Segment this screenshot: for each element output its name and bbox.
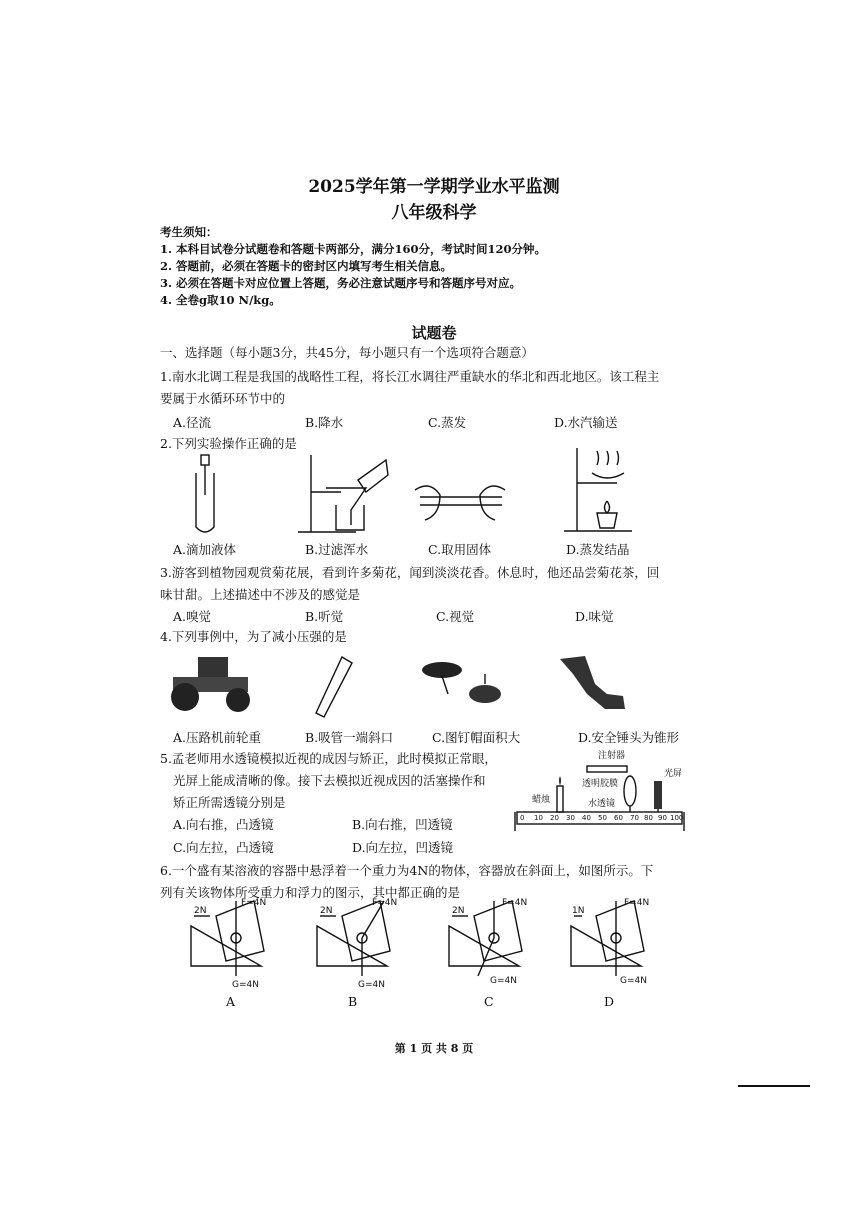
thumbtack-figure: [420, 656, 505, 716]
q4-option-d: D.安全锤头为锥形: [578, 730, 680, 745]
ruler-tick: 10: [534, 814, 543, 822]
notice-item: 2. 答题前，必须在答题卡的密封区内填写考生相关信息。: [160, 259, 453, 273]
q3-stem: 3.游客到植物园观赏菊花展，看到许多菊花，闻到淡淡花香。休息时，他还品尝菊花茶，回: [160, 565, 660, 580]
road-roller-figure: [163, 652, 258, 714]
q5-option-b: B.向右推，凹透镜: [352, 817, 453, 832]
q4-stem: 4.下列事例中，为了减小压强的是: [160, 629, 347, 644]
gravity-label: G=4N: [232, 980, 259, 990]
q3-option-b: B.听觉: [305, 609, 344, 624]
q1-option-c: C.蒸发: [428, 415, 467, 430]
figure-letter: D: [604, 994, 615, 1009]
syringe-label: 注射器: [598, 751, 626, 761]
dropper-testtube-figure: [186, 455, 226, 537]
q5-stem-cont2: 矫正所需透镜分别是: [173, 795, 286, 810]
ruler-tick: 40: [582, 814, 591, 822]
q6-figure-c: [444, 896, 539, 1011]
notice-item: 4. 全卷g取10 N/kg。: [160, 293, 281, 307]
ruler-tick: 30: [566, 814, 575, 822]
q3-option-d: D.味觉: [575, 609, 614, 624]
exam-subject: 八年级科学: [391, 203, 477, 223]
section-heading: 试题卷: [411, 324, 457, 342]
q2-option-c: C.取用固体: [428, 542, 492, 557]
exam-title: 2025学年第一学期学业水平监测: [308, 177, 560, 197]
buoyancy-label: F=4N: [372, 898, 398, 908]
buoyancy-label: F=4N: [241, 898, 267, 908]
scale-label: 2N: [320, 906, 333, 916]
notice-label: 考生须知：: [160, 225, 218, 239]
q4-option-a: A.压路机前轮重: [173, 730, 262, 745]
figure-letter: B: [348, 994, 358, 1009]
q1-option-b: B.降水: [305, 415, 344, 430]
ruler-tick: 50: [598, 814, 607, 822]
q2-stem: 2.下列实验操作正确的是: [160, 436, 297, 451]
figure-letter: A: [226, 994, 236, 1009]
ruler-scale: [520, 814, 684, 824]
q5-stem-cont: 光屏上能成清晰的像。接下去模拟近视成因的活塞操作和: [173, 773, 486, 788]
film-label: 透明胶膜: [582, 779, 619, 789]
ruler-tick: 20: [550, 814, 559, 822]
q3-option-c: C.视觉: [436, 609, 475, 624]
ruler-tick: 80: [644, 814, 653, 822]
scale-label: 1N: [572, 906, 585, 916]
figure-letter: C: [484, 994, 494, 1009]
screen-label: 光屏: [664, 769, 683, 779]
q1-option-d: D.水汽输送: [554, 415, 618, 430]
solid-sampling-figure: [410, 475, 510, 530]
water-lens-label: 水透镜: [588, 799, 616, 809]
evaporation-figure: [562, 443, 642, 538]
buoyancy-label: F=4N: [502, 898, 528, 908]
q5-option-a: A.向右推，凸透镜: [173, 817, 274, 832]
water-lens-figure: [512, 746, 687, 836]
ruler-tick: 60: [614, 814, 623, 822]
ruler-tick: 100: [670, 814, 684, 822]
ruler-tick: 0: [520, 814, 525, 822]
q2-option-a: A.滴加液体: [173, 542, 237, 557]
q6-stem-cont: 列有关该物体所受重力和浮力的图示，其中都正确的是: [160, 885, 461, 900]
part-heading: 一、选择题（每小题3分，共45分，每小题只有一个选项符合题意）: [160, 345, 534, 360]
q2-option-d: D.蒸发结晶: [566, 542, 630, 557]
notice-item: 1. 本科目试卷分试题卷和答题卡两部分，满分160分，考试时间120分钟。: [160, 242, 547, 256]
candle-label: 蜡烛: [532, 795, 551, 805]
q6-figure-b: [312, 896, 407, 1011]
page-number: 第 1 页 共 8 页: [394, 1042, 474, 1055]
q4-option-b: B.吸管一端斜口: [305, 730, 394, 745]
safety-hammer-figure: [555, 654, 635, 724]
q1-stem-cont: 要属于水循环环节中的: [160, 391, 286, 406]
ruler-tick: 90: [658, 814, 667, 822]
q2-option-b: B.过滤浑水: [305, 542, 369, 557]
ruler-tick: 70: [630, 814, 639, 822]
scale-label: 2N: [194, 906, 207, 916]
q5-stem: 5.孟老师用水透镜模拟近视的成因与矫正，此时模拟正常眼，: [160, 751, 497, 766]
scale-label: 2N: [452, 906, 465, 916]
buoyancy-label: F=4N: [624, 898, 650, 908]
q6-figure-d: [566, 896, 661, 1011]
straw-figure: [312, 655, 362, 720]
q1-stem: 1.南水北调工程是我国的战略性工程，将长江水调往严重缺水的华北和西北地区。该工程主: [160, 369, 660, 384]
q4-option-c: C.图钉帽面积大: [432, 730, 521, 745]
gravity-label: G=4N: [620, 976, 647, 986]
q3-stem-cont: 味甘甜。上述描述中不涉及的感觉是: [160, 587, 361, 602]
q5-option-c: C.向左拉，凸透镜: [173, 840, 274, 855]
filter-figure: [296, 450, 391, 540]
q6-figure-a: [186, 896, 281, 1011]
notice-item: 3. 必须在答题卡对应位置上答题，务必注意试题序号和答题序号对应。: [160, 276, 522, 290]
q3-option-a: A.嗅觉: [173, 609, 212, 624]
q5-option-d: D.向左拉，凹透镜: [352, 840, 454, 855]
q6-stem: 6.一个盛有某溶液的容器中悬浮着一个重力为4N的物体，容器放在斜面上，如图所示。下: [160, 863, 654, 878]
divider: [738, 1085, 810, 1087]
gravity-label: G=4N: [358, 980, 385, 990]
q1-option-a: A.径流: [173, 415, 212, 430]
gravity-label: G=4N: [490, 976, 517, 986]
